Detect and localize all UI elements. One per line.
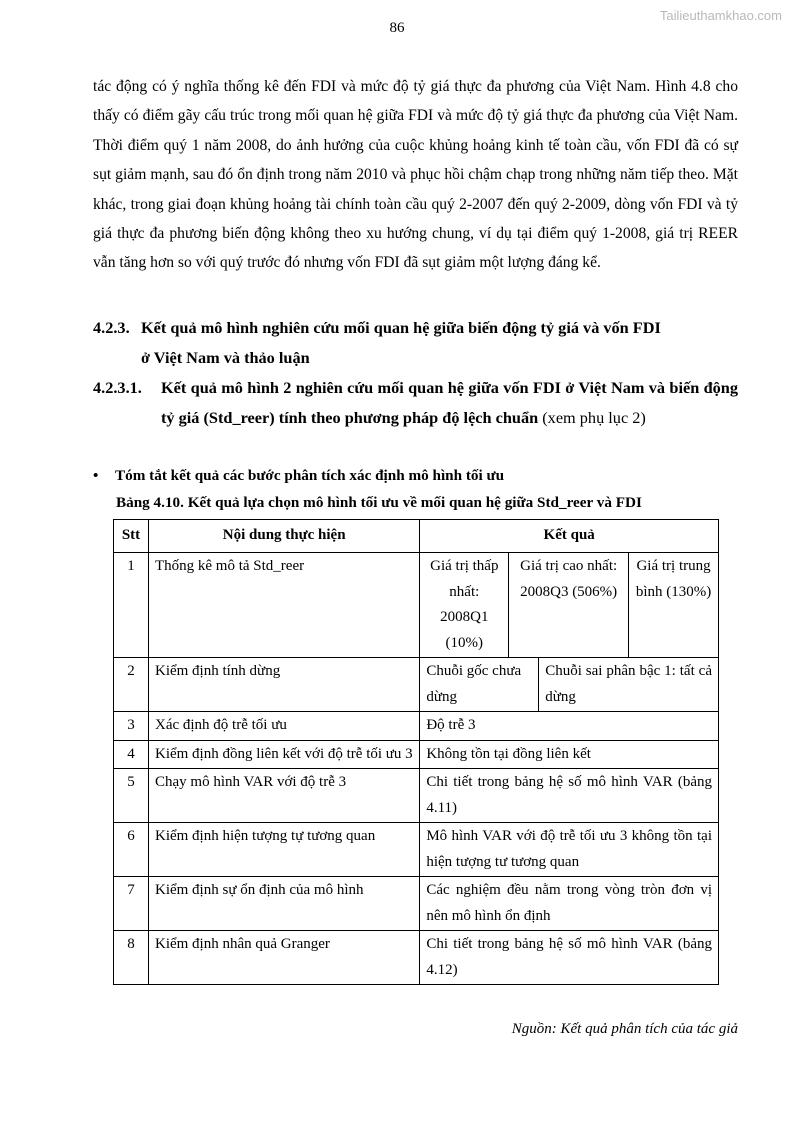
cell-task: Kiểm định hiện tượng tự tương quan (148, 823, 419, 877)
heading-line-1: Kết quả mô hình nghiên cứu mối quan hệ giữa biến động tỷ giá và vốn FDI (141, 318, 661, 337)
cell-task: Kiểm định sự ổn định của mô hình (148, 877, 419, 931)
subheading-note: (xem phụ lục 2) (542, 408, 646, 427)
cell-result: Độ trễ 3 (420, 712, 719, 741)
cell-result: Mô hình VAR với độ trễ tối ưu 3 không tồn tại hiện tượng tư tương quan (420, 823, 719, 877)
cell-result-a: Chuỗi gốc chưa dừng (420, 658, 539, 712)
table-row (114, 823, 719, 877)
table-caption: Bảng 4.10. Kết quả lựa chọn mô hình tối ưu về mối quan hệ giữa Std_reer và FDI (116, 494, 642, 511)
cell-max-value: Giá trị cao nhất: 2008Q3 (506%) (509, 553, 629, 658)
cell-stt: 5 (114, 769, 149, 823)
subheading-bold-text: Kết quả mô hình 2 nghiên cứu mối quan hệ giữa vốn FDI ở Việt Nam và biến động tỷ giá (Std_reer) tính theo phương pháp độ lệch chuẩn (161, 378, 738, 427)
table-row (114, 658, 719, 712)
cell-min-value: Giá trị thấp nhất: 2008Q1 (10%) (420, 553, 509, 658)
table-row (114, 877, 719, 931)
cell-stt: 2 (114, 658, 149, 712)
cell-result: Chi tiết trong bảng hệ số mô hình VAR (bảng 4.11) (420, 769, 719, 823)
heading-number: 4.2.3. (93, 318, 130, 337)
cell-stt: 4 (114, 740, 149, 769)
results-table (113, 519, 719, 985)
body-paragraph: tác động có ý nghĩa thống kê đến FDI và mức độ tỷ giá thực đa phương của Việt Nam. Hình 4.8 cho thấy có điểm gãy cấu trúc trong mối quan hệ giữa FDI và mức độ tỷ giá thực đa phương của Việt Nam. Thời điểm quý 1 năm 2008, do ảnh hưởng của cuộc khủng hoảng kinh tế toàn cầu, vốn FDI đã có sự sụt giảm mạnh, sau đó ổn định trong năm 2010 và phục hồi chậm chạp trong những năm tiếp theo. Mặt khác, trong giai đoạn khủng hoảng tài chính toàn cầu quý 2-2007 đến quý 2-2009, dòng vốn FDI và tỷ giá thực đa phương biến động không theo xu hướng chung, ví dụ tại điểm quý 1-2008, giá trị REER vẫn tăng hơn so với quý trước đó nhưng vốn FDI đã sụt giảm một lượng đáng kể. (93, 78, 738, 272)
cell-result: Chi tiết trong bảng hệ số mô hình VAR (bảng 4.12) (420, 931, 719, 985)
bullet-icon: • (93, 467, 99, 484)
section-heading-4-2-3 (93, 313, 738, 373)
cell-task: Kiểm định đồng liên kết với độ trễ tối ưu 3 (148, 740, 419, 769)
subheading-number: 4.2.3.1. (93, 378, 142, 397)
table-row (114, 931, 719, 985)
cell-stt: 3 (114, 712, 149, 741)
table-source-note: Nguồn: Kết quả phân tích của tác giả (511, 1021, 738, 1037)
cell-task: Kiểm định nhân quả Granger (148, 931, 419, 985)
cell-average-value: Giá trị trung bình (130%) (629, 553, 719, 658)
cell-stt: 8 (114, 931, 149, 985)
page-number: 86 (389, 20, 405, 36)
table-row (114, 553, 719, 658)
table-row (114, 769, 719, 823)
table-row (114, 712, 719, 741)
cell-stt: 7 (114, 877, 149, 931)
table-row (114, 740, 719, 769)
cell-task: Chạy mô hình VAR với độ trễ 3 (148, 769, 419, 823)
bullet-text: Tóm tắt kết quả các bước phân tích xác định mô hình tối ưu (115, 467, 505, 484)
cell-stt: 1 (114, 553, 149, 658)
cell-task: Xác định độ trễ tối ưu (148, 712, 419, 741)
cell-result-b: Chuỗi sai phân bậc 1: tất cả dừng (539, 658, 719, 712)
cell-task: Thống kê mô tả Std_reer (148, 553, 419, 658)
header-task: Nội dung thực hiện (148, 520, 419, 553)
cell-result: Không tồn tại đồng liên kết (420, 740, 719, 769)
cell-stt: 6 (114, 823, 149, 877)
header-stt: Stt (114, 520, 149, 553)
bullet-item (93, 467, 504, 485)
watermark: Tailieuthamkhao.com (659, 8, 782, 23)
heading-line-2: ở Việt Nam và thảo luận (141, 348, 310, 367)
header-result: Kết quả (420, 520, 719, 553)
table-header-row (114, 520, 719, 553)
subsection-heading-4-2-3-1 (93, 373, 738, 433)
cell-result: Các nghiệm đều nằm trong vòng tròn đơn vị nên mô hình ổn định (420, 877, 719, 931)
cell-task: Kiểm định tính dừng (148, 658, 419, 712)
